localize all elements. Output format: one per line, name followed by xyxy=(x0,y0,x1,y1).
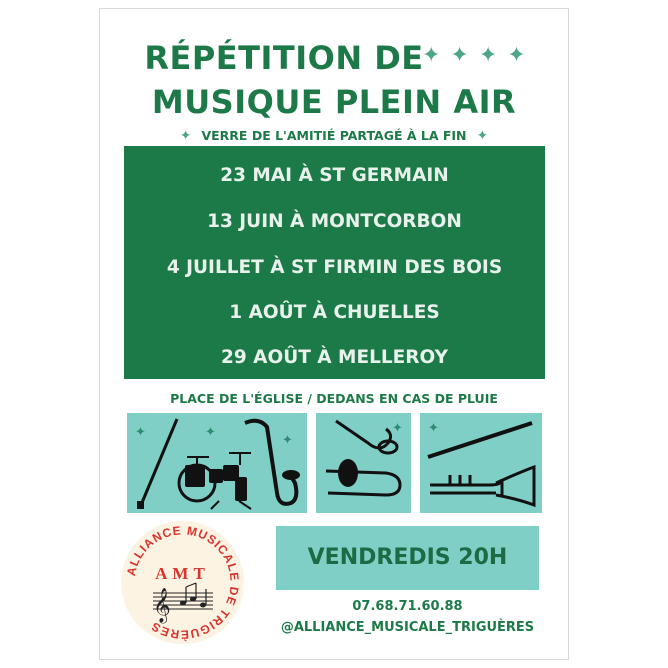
svg-text:AMT: AMT xyxy=(155,564,210,583)
flute-trumpet-icon xyxy=(420,413,542,513)
place-text: PLACE DE L'ÉGLISE / DEDANS EN CAS DE PLUIE xyxy=(170,391,498,406)
poster xyxy=(99,8,569,660)
clarinet-drums-saxophone-icon xyxy=(127,413,307,513)
saxophone-trombone-icon xyxy=(316,413,411,513)
sparkle-icon: ✦ xyxy=(282,433,293,448)
subtitle: VERRE DE L'AMITIÉ PARTAGÉ À LA FIN xyxy=(201,128,467,143)
sparkle-icon: ✦ xyxy=(476,128,489,144)
sparkle-icons: ✦✦✦✦ xyxy=(422,43,536,68)
instruments-panel-1 xyxy=(127,413,307,513)
alliance-musicale-logo xyxy=(121,521,244,644)
date-item: 1 AOÛT À CHUELLES xyxy=(229,302,440,323)
sparkle-icon: ✦ xyxy=(392,421,403,436)
date-item: 4 JUILLET À ST FIRMIN DES BOIS xyxy=(166,257,503,278)
sparkle-icon: ✦ xyxy=(179,128,192,144)
schedule-banner: VENDREDIS 20H xyxy=(276,526,539,590)
title-line-1: RÉPÉTITION DE xyxy=(144,39,424,77)
social-handle: @ALLIANCE_MUSICALE_TRIGUÈRES xyxy=(280,620,535,635)
phone-number: 07.68.71.60.88 xyxy=(352,599,463,614)
subtitle-row xyxy=(100,128,568,144)
sparkle-icon: ✦ xyxy=(135,425,146,440)
date-item: 23 MAI À ST GERMAIN xyxy=(220,165,449,186)
svg-text:ALLIANCE MUSICALE DE TRIGUÈRES: ALLIANCE MUSICALE DE TRIGUÈRES xyxy=(123,523,242,642)
title-line-2: MUSIQUE PLEIN AIR xyxy=(151,83,517,121)
date-item: 13 JUIN À MONTCORBON xyxy=(207,211,462,232)
instruments-panel-3 xyxy=(420,413,542,513)
date-item: 29 AOÛT À MELLEROY xyxy=(220,347,449,368)
instruments-panel-2 xyxy=(316,413,411,513)
svg-text:𝄞: 𝄞 xyxy=(153,588,171,623)
dates-box xyxy=(124,146,545,379)
logo-seal-icon xyxy=(121,521,244,644)
sparkle-icon: ✦ xyxy=(428,421,439,436)
sparkle-icon: ✦ xyxy=(205,425,216,440)
